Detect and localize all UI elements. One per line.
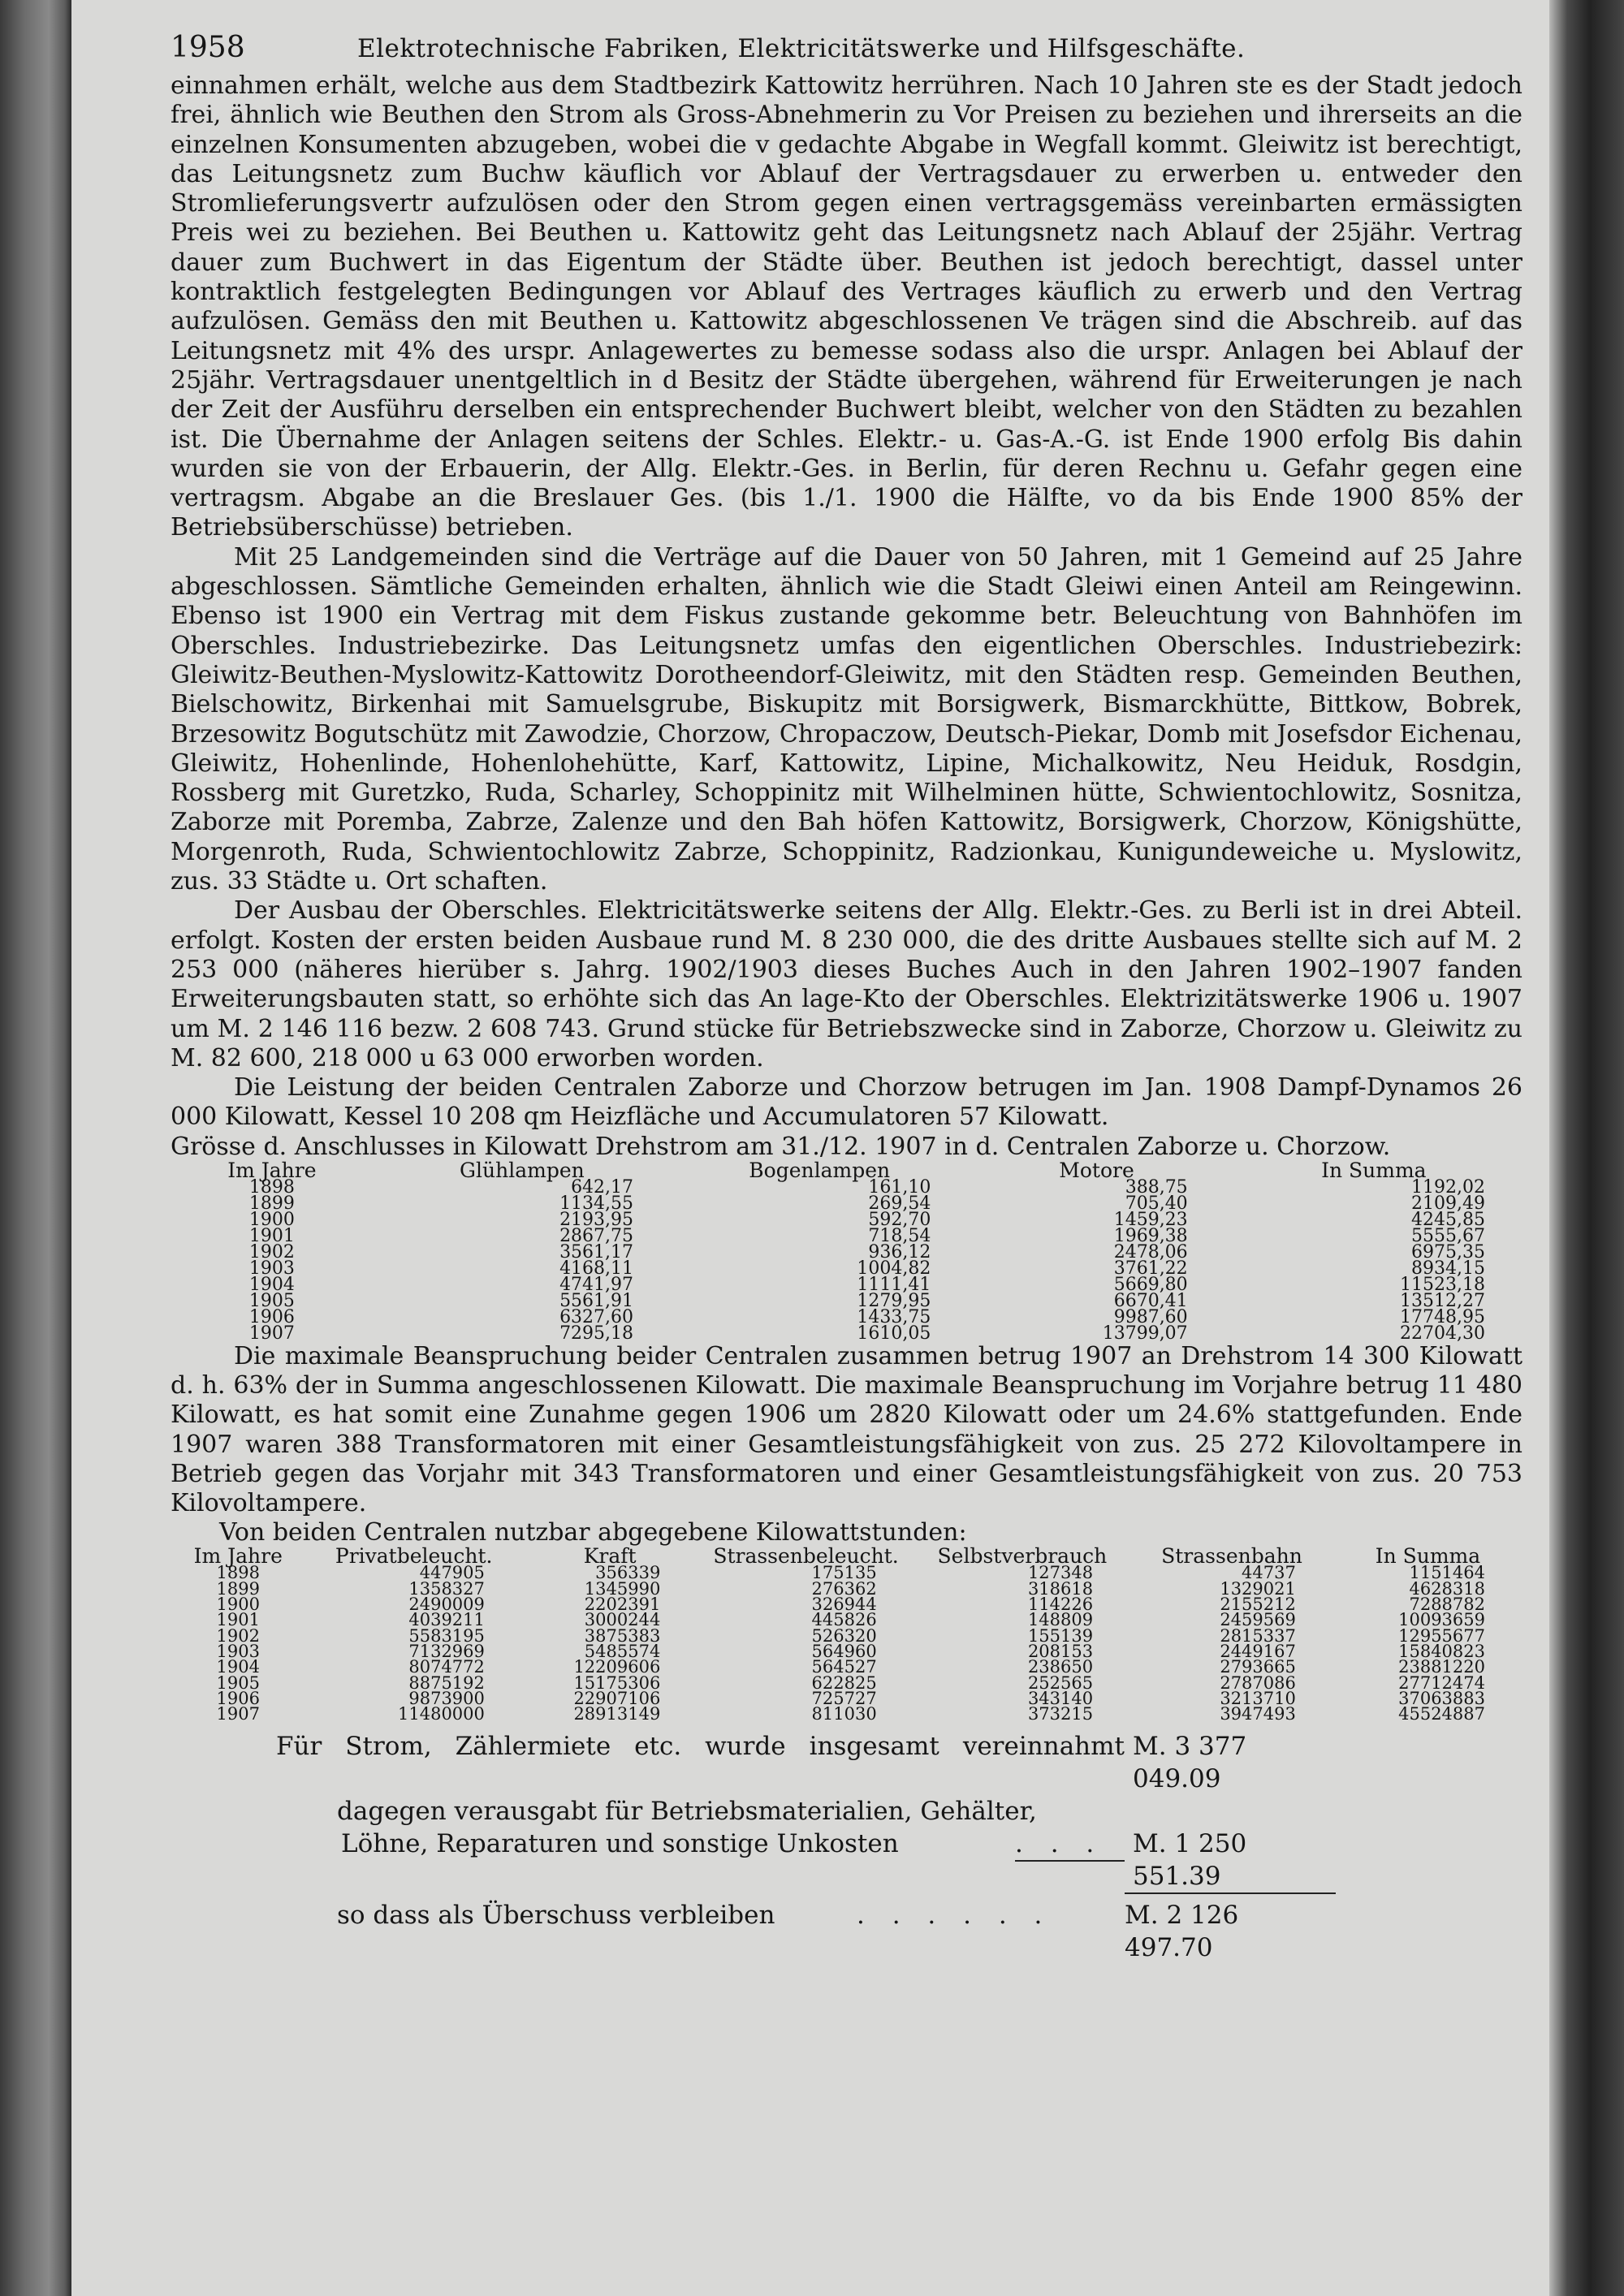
- value-cell: 6327,60: [559, 1306, 634, 1327]
- value-cell: 318618: [1027, 1578, 1094, 1599]
- page-header: [171, 23, 1522, 71]
- surplus-row: [171, 1899, 1522, 1964]
- expense-row-2: [171, 1828, 1522, 1894]
- paragraph-contracts: einnahmen erhält, welche aus dem Stadtbezirk Kattowitz herrühren. Nach 10 Jahren ste es der Stadt jedoch frei, ähnlich wie Beuthen den Strom als Gross-Abnehmerin zu Vor Preisen zu beziehen und ihrerseits an die einzelnen Konsumenten abzugeben, wobei die v gedachte Abgabe in Wegfall kommt. Gleiwitz ist berechtigt, das Leitungsnetz zum Buchw käuflich vor Ablauf der Vertragsdauer zu erwerben u. entweder den Stromlieferungsvertr aufzulösen oder den Strom gegen einen vertragsgemäss vereinbarten ermässigten Preis wei zu beziehen. Bei Beuthen u. Kattowitz geht das Leitungsnetz nach Ablauf der 25jähr. Vertrag dauer zum Buchwert in das Eigentum der Städte über. Beuthen ist jedoch berechtigt, dassel unter kontraktlich festgelegten Bedingungen vor Ablauf des Vertrages käuflich zu erwerb und den Vertrag aufzulösen. Gemäss den mit Beuthen u. Kattowitz abgeschlossenen Ve trägen sind die Abschreib. auf das Leitungsnetz mit 4% des urspr. Anlagewertes zu bemesse sodass also die urspr. Anlagen bei Ablauf der 25jähr. Vertragsdauer unentgeltlich in d Besitz der Städte übergehen, während für Erweiterungen je nach der Zeit der Ausführu derselben ein entsprechender Buchwert bleibt, welcher von den Städten zu bezahlen ist. Die Übernahme der Anlagen seitens der Schles. Elektr.- u. Gas-A.-G. ist Ende 1900 erfolg Bis dahin wurden sie von der Erbauerin, der Allg. Elektr.-Ges. in Berlin, für deren Rechnu u. Gefahr gegen eine vertragsm. Abgabe an die Breslauer Ges. (bis 1./1. 1900 die Hälfte, vo da bis Ende 1900 85% der Betriebsüberschüsse) betrieben.: [171, 71, 1522, 542]
- value-cell: 642,17: [571, 1176, 634, 1198]
- year-cell: 1902: [216, 1625, 260, 1646]
- value-cell: 2202391: [584, 1595, 661, 1615]
- surplus-amount: M. 2 126 497.70: [1125, 1901, 1239, 1963]
- value-cell: 23881220: [1398, 1657, 1485, 1677]
- table-row: [171, 1212, 1522, 1228]
- value-cell: 2787086: [1220, 1672, 1296, 1693]
- value-cell: 45524887: [1398, 1704, 1485, 1724]
- table-header-row: [171, 1162, 1522, 1180]
- value-cell: 1279,95: [857, 1290, 931, 1311]
- value-cell: 1151464: [1409, 1563, 1485, 1583]
- value-cell: 114226: [1027, 1595, 1094, 1615]
- year-cell: 1906: [248, 1306, 295, 1327]
- year-cell: 1904: [248, 1274, 295, 1295]
- right-page-edge-shadow: [1549, 0, 1624, 2296]
- value-cell: 3947493: [1220, 1704, 1296, 1724]
- value-cell: 4039211: [408, 1610, 485, 1630]
- expense-row-1: [171, 1795, 1522, 1828]
- value-cell: 5561,91: [559, 1290, 634, 1311]
- value-cell: 17748,95: [1400, 1306, 1485, 1327]
- column-header: Motore: [1059, 1158, 1134, 1182]
- value-cell: 22704,30: [1400, 1323, 1485, 1344]
- value-cell: 526320: [811, 1625, 877, 1646]
- table-row: [171, 1293, 1522, 1310]
- value-cell: 8934,15: [1411, 1258, 1485, 1279]
- value-cell: 356339: [595, 1563, 661, 1583]
- column-header: Strassenbeleucht.: [713, 1544, 899, 1569]
- value-cell: 725727: [811, 1688, 877, 1708]
- column-header: Im Jahre: [227, 1158, 317, 1182]
- value-cell: 15175306: [573, 1672, 661, 1693]
- column-header: Strassenbahn: [1161, 1544, 1302, 1569]
- value-cell: 1192,02: [1411, 1176, 1485, 1198]
- income-amount: M. 3 377 049.09: [1133, 1732, 1247, 1794]
- value-cell: 936,12: [868, 1241, 931, 1262]
- value-cell: 326944: [811, 1595, 877, 1615]
- year-cell: 1907: [216, 1704, 260, 1724]
- value-cell: 13512,27: [1400, 1290, 1485, 1311]
- value-cell: 1433,75: [857, 1306, 931, 1327]
- value-cell: 2867,75: [559, 1225, 634, 1246]
- value-cell: 1969,38: [1113, 1225, 1188, 1246]
- value-cell: 12955677: [1398, 1625, 1485, 1646]
- value-cell: 27712474: [1398, 1672, 1485, 1693]
- value-cell: 276362: [811, 1578, 877, 1599]
- value-cell: 2490009: [408, 1595, 485, 1615]
- value-cell: 5555,67: [1411, 1225, 1485, 1246]
- value-cell: 2815337: [1220, 1625, 1296, 1646]
- column-header: In Summa: [1375, 1544, 1481, 1569]
- value-cell: 4628318: [1409, 1578, 1485, 1599]
- value-cell: 11523,18: [1400, 1274, 1485, 1295]
- value-cell: 6670,41: [1113, 1290, 1188, 1311]
- value-cell: 1345990: [584, 1578, 661, 1599]
- value-cell: 12209606: [573, 1657, 661, 1677]
- year-cell: 1903: [216, 1641, 260, 1661]
- value-cell: 1610,05: [857, 1323, 931, 1344]
- leader-dots: . . . . . .: [857, 1901, 1052, 1931]
- table-row: [171, 1180, 1522, 1196]
- year-cell: 1905: [248, 1290, 295, 1311]
- value-cell: 5669,80: [1113, 1274, 1188, 1295]
- year-cell: 1906: [216, 1688, 260, 1708]
- value-cell: 2449167: [1220, 1641, 1296, 1661]
- value-cell: 2193,95: [559, 1209, 634, 1230]
- value-cell: 564960: [811, 1641, 877, 1661]
- expense-text-line1: dagegen verausgabt für Betriebsmaterialien, Gehälter,: [337, 1797, 1037, 1827]
- value-cell: 127348: [1027, 1563, 1094, 1583]
- value-cell: 2478,06: [1113, 1241, 1188, 1262]
- accounts-summary: [171, 1730, 1522, 1964]
- year-cell: 1899: [216, 1578, 260, 1599]
- value-cell: 4245,85: [1411, 1209, 1485, 1230]
- surplus-text: so dass als Überschuss verbleiben: [337, 1901, 775, 1931]
- value-cell: 1358327: [408, 1578, 485, 1599]
- value-cell: 22907106: [573, 1688, 661, 1708]
- year-cell: 1898: [216, 1563, 260, 1583]
- value-cell: 1004,82: [857, 1258, 931, 1279]
- running-title: Elektrotechnische Fabriken, Elektricitätswerke und Hilfsgeschäfte.: [357, 34, 1246, 63]
- value-cell: 1111,41: [857, 1274, 931, 1295]
- year-cell: 1899: [248, 1193, 295, 1214]
- table-row: [171, 1196, 1522, 1212]
- value-cell: 445826: [811, 1610, 877, 1630]
- year-cell: 1902: [248, 1241, 295, 1262]
- book-binding-shadow: [0, 0, 71, 2296]
- value-cell: 7295,18: [559, 1323, 634, 1344]
- table-row: [171, 1310, 1522, 1326]
- value-cell: 161,10: [868, 1176, 931, 1198]
- value-cell: 564527: [811, 1657, 877, 1677]
- value-cell: 175135: [811, 1563, 877, 1583]
- table-row: [171, 1277, 1522, 1293]
- value-cell: 208153: [1027, 1641, 1094, 1661]
- value-cell: 9987,60: [1113, 1306, 1188, 1327]
- value-cell: 5485574: [584, 1641, 661, 1661]
- value-cell: 3000244: [584, 1610, 661, 1630]
- value-cell: 15840823: [1398, 1641, 1485, 1661]
- connection-table: [171, 1158, 1522, 1344]
- table-row: [171, 1261, 1522, 1277]
- paragraph-communities: Mit 25 Landgemeinden sind die Verträge auf die Dauer von 50 Jahren, mit 1 Gemeind auf 25 Jahre abgeschlossen. Sämtliche Gemeinden erhalten, ähnlich wie die Stadt Gleiwi einen Anteil am Reingewinn. Ebenso ist 1900 ein Vertrag mit dem Fiskus zustande gekomme betr. Beleuchtung von Bahnhöfen im Oberschles. Industriebezirke. Das Leitungsnetz umfas den eigentlichen Oberschles. Industriebezirk: Gleiwitz-Beuthen-Myslowitz-Kattowitz Dorotheendorf-Gleiwitz, mit den Städten resp. Gemeinden Beuthen, Bielschowitz, Birkenhai mit Samuelsgrube, Biskupitz mit Borsigwerk, Bismarckhütte, Bittkow, Bobrek, Brzesowitz Bogutschütz mit Zawodzie, Chorzow, Chropaczow, Deutsch-Piekar, Domb mit Josefsdor Eichenau, Gleiwitz, Hohenlinde, Hohenlohehütte, Karf, Kattowitz, Lipine, Michalkowitz, Neu Heiduk, Rosdgin, Rossberg mit Guretzko, Ruda, Scharley, Schoppinitz mit Wilhelminen hütte, Schwientochlowitz, Sosnitza, Zaborze mit Poremba, Zabrze, Zalenze und den Bah höfen Kattowitz, Borsigwerk, Chorzow, Königshütte, Morgenroth, Ruda, Schwientochlowitz Zabrze, Schoppinitz, Radzionkau, Kunigundeweiche u. Myslowitz, zus. 33 Städte u. Ort schaften.: [171, 542, 1522, 896]
- paragraph-max-load: Die maximale Beanspruchung beider Centralen zusammen betrug 1907 an Drehstrom 14 300 Kilowatt d. h. 63% der in Summa angeschlossenen Kilowatt. Die maximale Beanspruchung im Vorjahre betrug 11 480 Kilowatt, es hat somit eine Zunahme gegen 1906 um 2820 Kilowatt oder um 24.6% stattgefunden. Ende 1907 waren 388 Transformatoren mit einer Gesamtleistungsfähigkeit von zus. 25 272 Kilovoltampere in Betrieb gegen das Vorjahr mit 343 Transformatoren und einer Gesamtleistungsfähigkeit von zus. 20 753 Kilovoltampere.: [171, 1341, 1522, 1518]
- table-row: [171, 1707, 1522, 1722]
- value-cell: 447905: [419, 1563, 485, 1583]
- value-cell: 155139: [1027, 1625, 1094, 1646]
- value-cell: 718,54: [868, 1225, 931, 1246]
- value-cell: 373215: [1027, 1704, 1094, 1724]
- year-cell: 1898: [248, 1176, 295, 1198]
- value-cell: 1134,55: [559, 1193, 634, 1214]
- kilowatt-hours-table: [171, 1544, 1522, 1724]
- income-row: [171, 1730, 1522, 1795]
- value-cell: 592,70: [868, 1209, 931, 1230]
- column-header: Bogenlampen: [749, 1158, 891, 1182]
- value-cell: 13799,07: [1102, 1323, 1188, 1344]
- year-cell: 1901: [248, 1225, 295, 1246]
- value-cell: 2155212: [1220, 1595, 1296, 1615]
- value-cell: 1459,23: [1113, 1209, 1188, 1230]
- page-number: 1958: [171, 31, 245, 64]
- value-cell: 2793665: [1220, 1657, 1296, 1677]
- table1-caption: Grösse d. Anschlusses in Kilowatt Drehstrom am 31./12. 1907 in d. Centralen Zaborze u. Chorzow.: [171, 1132, 1391, 1161]
- income-text: Für Strom, Zählermiete etc. wurde insgesamt vereinnahmt: [276, 1732, 1125, 1762]
- column-header: Glühlampen: [460, 1158, 585, 1182]
- paragraph-expansion: Der Ausbau der Oberschles. Elektricitätswerke seitens der Allg. Elektr.-Ges. zu Berli ist in drei Abteil. erfolgt. Kosten der ersten beiden Ausbaue rund M. 8 230 000, die des dritte Ausbaues stellte sich auf M. 2 253 000 (näheres hierüber s. Jahrg. 1902/1903 dieses Buches Auch in den Jahren 1902–1907 fanden Erweiterungsbauten statt, so erhöhte sich das An lage-Kto der Oberschles. Elektrizitätswerke 1906 u. 1907 um M. 2 146 116 bezw. 2 608 743. Grund stücke für Betriebszwecke sind in Zaborze, Chorzow u. Gleiwitz zu M. 82 600, 218 000 u 63 000 erworben worden.: [171, 896, 1522, 1072]
- expense-text-line2: Löhne, Reparaturen und sonstige Unkosten: [341, 1829, 899, 1859]
- value-cell: 388,75: [1125, 1176, 1188, 1198]
- value-cell: 3875383: [584, 1625, 661, 1646]
- table-row: [171, 1245, 1522, 1261]
- year-cell: 1904: [216, 1657, 260, 1677]
- year-cell: 1900: [216, 1595, 260, 1615]
- leader-dots: . . .: [1015, 1828, 1125, 1862]
- paragraph-capacity: Die Leistung der beiden Centralen Zaborze und Chorzow betrugen im Jan. 1908 Dampf-Dynamos 26 000 Kilowatt, Kessel 10 208 qm Heizfläche und Accumulatoren 57 Kilowatt.: [171, 1073, 1522, 1132]
- value-cell: 9873900: [408, 1688, 485, 1708]
- column-header: Im Jahre: [193, 1544, 283, 1569]
- value-cell: 10093659: [1398, 1610, 1485, 1630]
- column-header: Selbstverbrauch: [937, 1544, 1108, 1569]
- year-cell: 1907: [248, 1323, 295, 1344]
- value-cell: 4741,97: [559, 1274, 634, 1295]
- value-cell: 2109,49: [1411, 1193, 1485, 1214]
- value-cell: 252565: [1027, 1672, 1094, 1693]
- value-cell: 343140: [1027, 1688, 1094, 1708]
- value-cell: 3213710: [1220, 1688, 1296, 1708]
- year-cell: 1905: [216, 1672, 260, 1693]
- value-cell: 269,54: [868, 1193, 931, 1214]
- value-cell: 3561,17: [559, 1241, 634, 1262]
- value-cell: 8074772: [408, 1657, 485, 1677]
- value-cell: 3761,22: [1113, 1258, 1188, 1279]
- value-cell: 28913149: [573, 1704, 661, 1724]
- value-cell: 37063883: [1398, 1688, 1485, 1708]
- year-cell: 1900: [248, 1209, 295, 1230]
- document-page: [171, 23, 1522, 2280]
- value-cell: 2459569: [1220, 1610, 1296, 1630]
- value-cell: 7132969: [408, 1641, 485, 1661]
- value-cell: 4168,11: [559, 1258, 634, 1279]
- column-header: Kraft: [583, 1544, 637, 1569]
- value-cell: 6975,35: [1411, 1241, 1485, 1262]
- value-cell: 44737: [1242, 1563, 1296, 1583]
- value-cell: 8875192: [408, 1672, 485, 1693]
- value-cell: 7288782: [1409, 1595, 1485, 1615]
- column-header: In Summa: [1321, 1158, 1427, 1182]
- table-row: [171, 1326, 1522, 1342]
- value-cell: 811030: [811, 1704, 877, 1724]
- column-header: Privatbeleucht.: [335, 1544, 493, 1569]
- value-cell: 705,40: [1125, 1193, 1188, 1214]
- value-cell: 238650: [1027, 1657, 1094, 1677]
- expense-amount: M. 1 250 551.39: [1125, 1828, 1336, 1894]
- year-cell: 1901: [216, 1610, 260, 1630]
- value-cell: 622825: [811, 1672, 877, 1693]
- value-cell: 148809: [1027, 1610, 1094, 1630]
- table2-caption: Von beiden Centralen nutzbar abgegebene Kilowattstunden:: [219, 1518, 967, 1547]
- value-cell: 5583195: [408, 1625, 485, 1646]
- value-cell: 11480000: [398, 1704, 485, 1724]
- year-cell: 1903: [248, 1258, 295, 1279]
- value-cell: 1329021: [1220, 1578, 1296, 1599]
- table-row: [171, 1228, 1522, 1245]
